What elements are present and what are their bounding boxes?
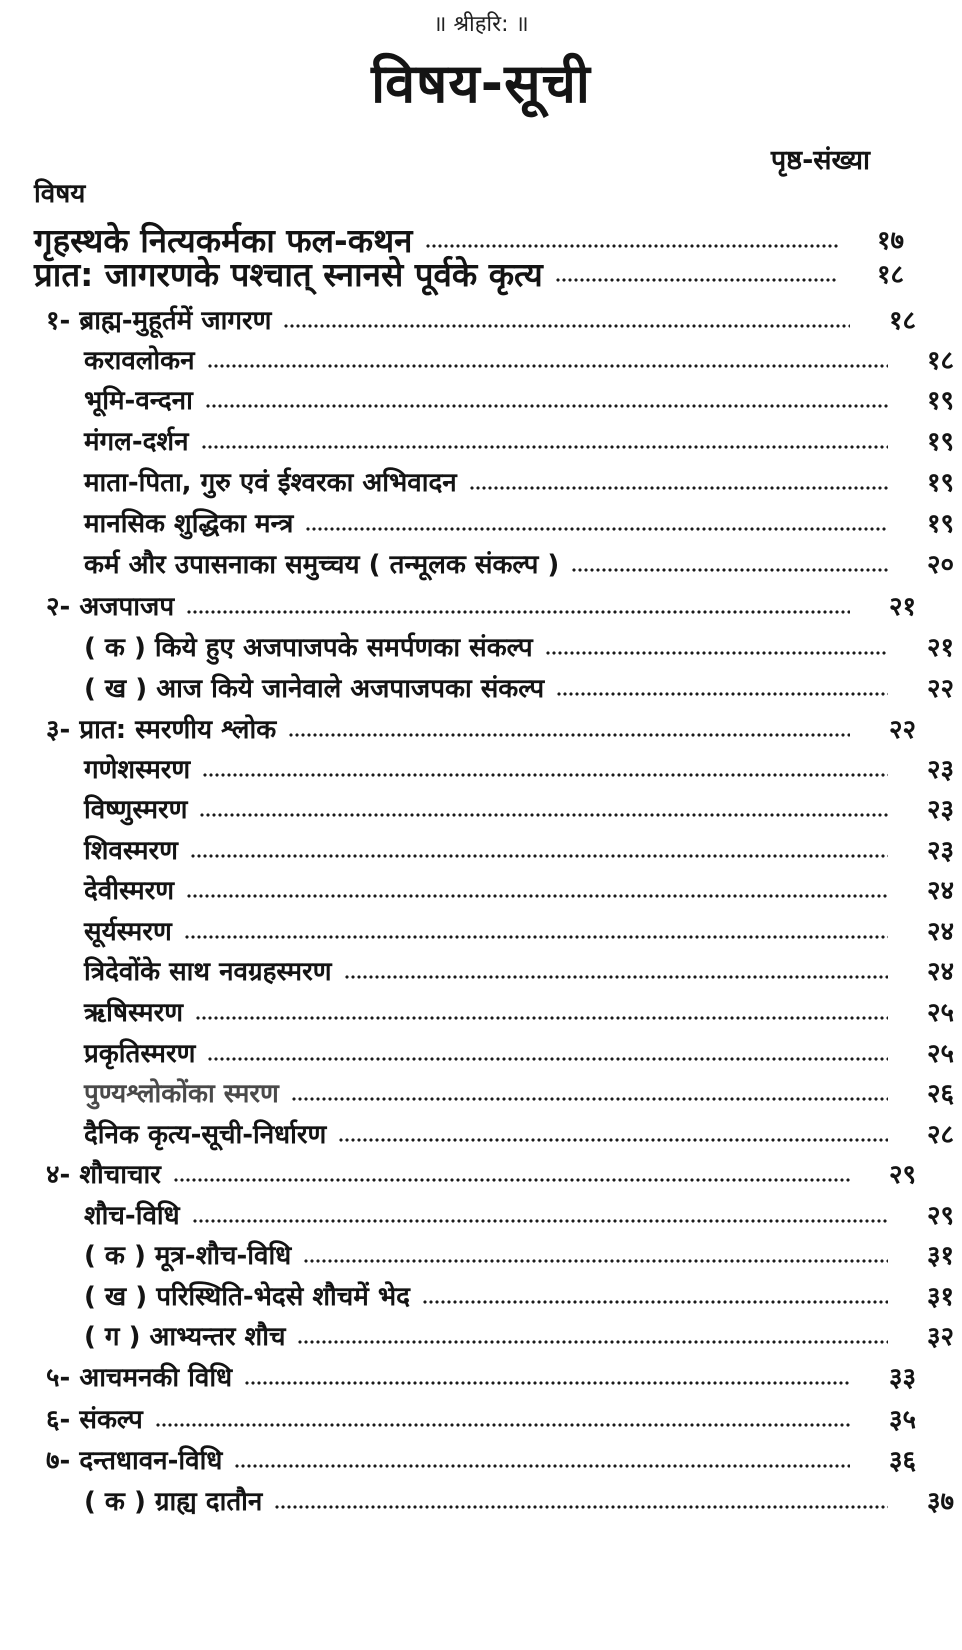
- toc-entry: [0, 419, 962, 459]
- toc-entry-page-number: २९: [888, 1160, 916, 1190]
- toc-entry: [0, 909, 962, 949]
- toc-entry-title: गृहस्थके नित्यकर्मका फल-कथन: [34, 221, 413, 260]
- toc-entry-page-number: २३: [926, 795, 954, 825]
- toc-entry-title: ६- संकल्प: [46, 1405, 143, 1435]
- dot-leader: [344, 974, 888, 980]
- toc-entry: [0, 501, 962, 541]
- toc-entry-page-number: १७: [876, 226, 904, 256]
- toc-entry: [0, 1274, 962, 1314]
- toc-entry: [0, 378, 962, 418]
- toc-entry: [0, 828, 962, 868]
- toc-entry-page-number: १९: [926, 386, 954, 416]
- toc-entry-page-number: ३३: [888, 1363, 916, 1393]
- toc-entry-title: प्रात: जागरणके पश्चात् स्नानसे पूर्वके कृत्य: [34, 255, 543, 294]
- dot-leader: [288, 732, 850, 738]
- toc-entry: [0, 1112, 962, 1152]
- toc-entry-page-number: २५: [926, 1039, 954, 1069]
- toc-entry: [0, 1438, 962, 1478]
- toc-entry-title: गणेशस्मरण: [84, 755, 191, 785]
- toc-entry-page-number: २५: [926, 998, 954, 1028]
- toc-entry: [0, 298, 962, 338]
- toc-entry-title: करावलोकन: [84, 346, 195, 376]
- dot-leader: [291, 1096, 888, 1102]
- toc-entry-page-number: १८: [876, 260, 904, 290]
- dot-leader: [244, 1380, 850, 1386]
- toc-entry: [0, 1152, 962, 1192]
- toc-entry-page-number: ३६: [888, 1446, 916, 1476]
- dot-leader: [555, 277, 838, 283]
- toc-entry-title: ( क ) किये हुए अजपाजपके समर्पणका संकल्प: [84, 633, 533, 663]
- dot-leader: [184, 934, 888, 940]
- dot-leader: [190, 853, 888, 859]
- dot-leader: [571, 567, 888, 573]
- toc-entry: [0, 460, 962, 500]
- toc-entry-title: ७- दन्तधावन-विधि: [46, 1446, 223, 1476]
- toc-entry: [0, 625, 962, 665]
- toc-entry: [0, 1479, 962, 1519]
- dot-leader: [297, 1339, 888, 1345]
- dot-leader: [195, 1015, 888, 1021]
- toc-entry-page-number: ३१: [926, 1282, 954, 1312]
- page-number-column-heading: पृष्ठ-संख्या: [770, 145, 870, 176]
- dot-leader: [338, 1137, 888, 1143]
- toc-entry: [0, 949, 962, 989]
- toc-entry-page-number: २१: [926, 633, 954, 663]
- dot-leader: [155, 1422, 850, 1428]
- toc-entry-title: त्रिदेवोंके साथ नवग्रहस्मरण: [84, 957, 332, 987]
- toc-entry-title: शौच-विधि: [84, 1201, 180, 1231]
- dot-leader: [186, 609, 850, 615]
- dot-leader: [234, 1463, 850, 1469]
- dot-leader: [186, 893, 888, 899]
- toc-entry-page-number: २०: [926, 550, 954, 580]
- toc-entry-page-number: १९: [926, 509, 954, 539]
- toc-entry-page-number: २२: [926, 674, 954, 704]
- toc-entry: [0, 1193, 962, 1233]
- toc-entry-title: ( क ) ग्राह्य दातौन: [84, 1487, 263, 1517]
- toc-entry-page-number: १९: [926, 468, 954, 498]
- dot-leader: [274, 1504, 888, 1510]
- toc-entry: [0, 1397, 962, 1437]
- toc-entry-page-number: ३५: [888, 1405, 916, 1435]
- toc-entry-page-number: १९: [926, 427, 954, 457]
- dot-leader: [545, 650, 888, 656]
- dot-leader: [207, 1056, 888, 1062]
- dot-leader: [201, 444, 888, 450]
- toc-entry-page-number: १८: [926, 346, 954, 376]
- toc-entry-title: १- ब्राह्म-मुहूर्तमें जागरण: [46, 306, 272, 336]
- subject-column-heading: विषय: [34, 179, 86, 209]
- dot-leader: [205, 403, 888, 409]
- invocation-line: ॥ श्रीहरि: ॥: [433, 12, 529, 37]
- toc-entry-page-number: २१: [888, 592, 916, 622]
- dot-leader: [202, 772, 888, 778]
- toc-entry-page-number: २६: [926, 1079, 954, 1109]
- dot-leader: [207, 363, 888, 369]
- toc-entry-title: ( ग ) आभ्यन्तर शौच: [84, 1322, 286, 1352]
- toc-entry: [0, 542, 962, 582]
- toc-entry: [0, 707, 962, 747]
- toc-entry: [0, 666, 962, 706]
- toc-entry-page-number: २४: [926, 876, 954, 906]
- toc-entry: [0, 584, 962, 624]
- toc-entry-page-number: ३१: [926, 1241, 954, 1271]
- toc-entry-title: विष्णुस्मरण: [84, 795, 188, 825]
- dot-leader: [192, 1218, 888, 1224]
- toc-entry-title: प्रकृतिस्मरण: [84, 1039, 196, 1069]
- toc-entry-title: देवीस्मरण: [84, 876, 175, 906]
- toc-entry-page-number: २४: [926, 957, 954, 987]
- dot-leader: [425, 243, 839, 249]
- dot-leader: [199, 812, 888, 818]
- dot-leader: [173, 1177, 850, 1183]
- toc-entry-title: ( ख ) परिस्थिति-भेदसे शौचमें भेद: [84, 1282, 410, 1312]
- toc-entry-title: दैनिक कृत्य-सूची-निर्धारण: [84, 1120, 327, 1150]
- toc-entry: [0, 1071, 962, 1111]
- toc-entry: [0, 252, 962, 292]
- toc-entry-title: शिवस्मरण: [84, 836, 178, 866]
- dot-leader: [469, 485, 888, 491]
- dot-leader: [305, 526, 888, 532]
- toc-entry-title: २- अजपाजप: [46, 592, 175, 622]
- toc-entry: [0, 338, 962, 378]
- toc-entry-title: सूर्यस्मरण: [84, 917, 172, 947]
- page-title: विषय-सूची: [371, 52, 591, 115]
- toc-entry-title: ( ख ) आज किये जानेवाले अजपाजपका संकल्प: [84, 674, 545, 704]
- toc-entry-title: मंगल-दर्शन: [84, 427, 189, 457]
- toc-entry-page-number: २३: [926, 836, 954, 866]
- toc-entry-page-number: २४: [926, 917, 954, 947]
- toc-entry-page-number: १८: [888, 306, 916, 336]
- dot-leader: [556, 691, 888, 697]
- toc-entry: [0, 1031, 962, 1071]
- toc-entry-title: ४- शौचाचार: [46, 1160, 161, 1190]
- dot-leader: [303, 1258, 888, 1264]
- toc-entry-title: पुण्यश्लोकोंका स्मरण: [84, 1079, 279, 1109]
- toc-entry: [0, 1314, 962, 1354]
- toc-entry-title: भूमि-वन्दना: [84, 386, 193, 416]
- toc-entry-page-number: ३२: [926, 1322, 954, 1352]
- dot-leader: [422, 1299, 888, 1305]
- toc-entry: [0, 990, 962, 1030]
- toc-entry-title: मानसिक शुद्धिका मन्त्र: [84, 509, 294, 539]
- toc-entry-page-number: ३७: [926, 1487, 954, 1517]
- toc-entry-page-number: २८: [926, 1120, 954, 1150]
- toc-entry-title: ५- आचमनकी विधि: [46, 1363, 233, 1393]
- toc-entry-title: ३- प्रात: स्मरणीय श्लोक: [46, 715, 277, 745]
- toc-entry-title: ( क ) मूत्र-शौच-विधि: [84, 1241, 292, 1271]
- toc-entry: [0, 747, 962, 787]
- toc-entry: [0, 1233, 962, 1273]
- toc-entry: [0, 1355, 962, 1395]
- toc-entry-page-number: २९: [926, 1201, 954, 1231]
- dot-leader: [283, 323, 850, 329]
- toc-entry-page-number: २२: [888, 715, 916, 745]
- toc-entry-page-number: २३: [926, 755, 954, 785]
- toc-entry-title: ऋषिस्मरण: [84, 998, 184, 1028]
- toc-entry-title: माता-पिता, गुरु एवं ईश्वरका अभिवादन: [84, 468, 457, 498]
- toc-entry: [0, 868, 962, 908]
- toc-entry-title: कर्म और उपासनाका समुच्चय ( तन्मूलक संकल्प ): [84, 550, 560, 580]
- toc-entry: [0, 787, 962, 827]
